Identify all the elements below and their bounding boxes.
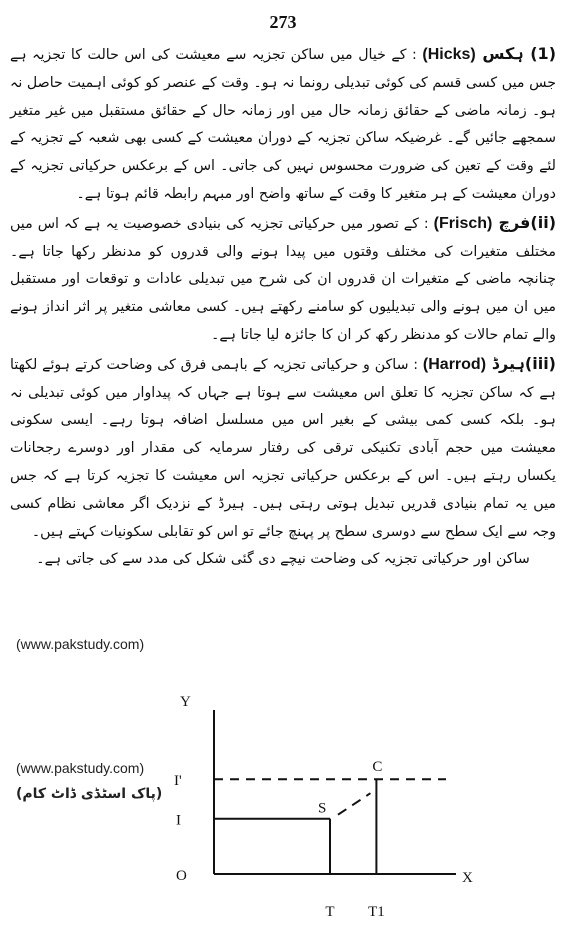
heading-name-urdu: ہیرڈ <box>491 353 525 373</box>
transition-dashed-line <box>338 793 370 815</box>
paragraph-text: : کے خیال میں ساکن تجزیہ سے معیشت کی اس حالت کا تجزیہ ہے جس میں کسی قسم کی کوئی تبدیلی رونما نہ ہو۔ وقت کے عنصر کو کوئی اہمیت حاصل نہ ہو۔ زمانہ ماضی کے حقائق زمانہ حال میں اور زمانہ حال کے حقائق مستقبل میں غیر متغیر سمجھے جائیں گے۔ غرضیکہ ساکن تجزیہ کے دوران معیشت کے کسی بھی شعبہ کے تجزیہ کے لئے وقت کے تعین کی ضرورت محسوس نہیں کی جاتی۔ اس کے برعکس حرکیاتی تجزیہ کے دوران معیشت کے ہر متغیر کا وقت کے ساتھ واضح اور مبہم رابطہ قائم ہوتا ہے۔ <box>10 47 556 202</box>
heading-name-urdu: فرچ <box>498 212 531 232</box>
paragraph-hicks <box>10 40 556 209</box>
x-axis-label: X <box>462 870 473 886</box>
heading-name-english: (Frisch) <box>433 214 493 232</box>
figure-intro-line: ساکن اور حرکیاتی تجزیہ کی وضاحت نیچے دی گئی شکل کی مدد سے کی جاتی ہے۔ <box>36 551 530 568</box>
watermark-urdu: (پاک اسٹڈی ڈاٹ کام) <box>16 786 163 802</box>
i-prime-label: I' <box>174 773 182 790</box>
paragraph-frisch <box>10 209 556 350</box>
origin-label: O <box>176 868 187 884</box>
paragraph-text: : کے تصور میں حرکیاتی تجزیہ کی بنیادی خصوصیت یہ ہے کہ اس میں مختلف متغیرات کی مختلف وقتوں میں پیدا ہونے والی قدروں کو مدنظر رکھا جاتا ہے۔ چنانچہ ماضی کے متغیرات ان قدروں ان کی شرح میں تبدیلی عادات و توقعات اور مستقبل میں ان میں ہونے والی تبدیلیوں کو سامنے رکھتے ہیں۔ کسی معاشی متغیر پر اثر انداز ہونے والے تمام حالات کو مدنظر رکھ کر ان کا جائزہ لیا جاتا ہے۔ <box>10 215 556 343</box>
heading-number: (iii) <box>524 353 556 373</box>
y-axis-label: Y <box>180 694 191 710</box>
heading-harrod <box>423 354 556 373</box>
s-point-label: S <box>318 800 327 817</box>
heading-frisch <box>434 213 556 232</box>
i-level-label: I <box>176 812 181 829</box>
watermark-url: (www.pakstudy.com) <box>16 636 145 652</box>
c-point-label: C <box>372 759 383 776</box>
paragraph-harrod <box>10 350 556 547</box>
heading-number: (ii) <box>530 212 556 232</box>
t-tick-label: T <box>325 904 335 920</box>
figure-group <box>174 694 473 920</box>
heading-name-english: (Hicks) <box>422 46 476 63</box>
heading-name-urdu: ہکس <box>482 44 524 63</box>
t1-tick-label: T1 <box>368 904 385 920</box>
page-number: 273 <box>269 12 297 32</box>
heading-number: (1) <box>530 44 556 63</box>
heading-name-english: (Harrod) <box>422 355 487 373</box>
watermark-url: (www.pakstudy.com) <box>16 760 145 776</box>
paragraph-text: : ساکن و حرکیاتی تجزیہ کے باہمی فرق کی وضاحت کرتے ہوئے لکھتا ہے کہ ساکن تجزیہ کا تعلق اس معیشت سے ہوتا ہے جہاں کہ پیداوار میں کوئی تبدیلی نہ ہو۔ بلکہ کسی کمی بیشی کے بغیر اس میں مسلسل اضافہ ہوتا رہے۔ ایسی سکونی معیشت میں حجم آبادی تکنیکی ترقی کی رفتار سرمایہ کی مقدار اور دوسرے رجحانات یکساں رہتے ہیں۔ اس کے برعکس حرکیاتی تجزیہ اس معیشت کا تجزیہ کرتا ہے کہ جس میں یہ تمام بنیادی قدریں تبدیل ہوتی رہتی ہیں۔ ہیرڈ کے نزدیک اگر معاشی نظام کسی وجہ سے ایک سطح سے دوسری سطح پر پہنچ جائے تو اس کو تقابلی سکونیات کہتے ہیں۔ <box>10 356 556 540</box>
body-text <box>10 40 556 574</box>
heading-hicks <box>422 44 556 63</box>
